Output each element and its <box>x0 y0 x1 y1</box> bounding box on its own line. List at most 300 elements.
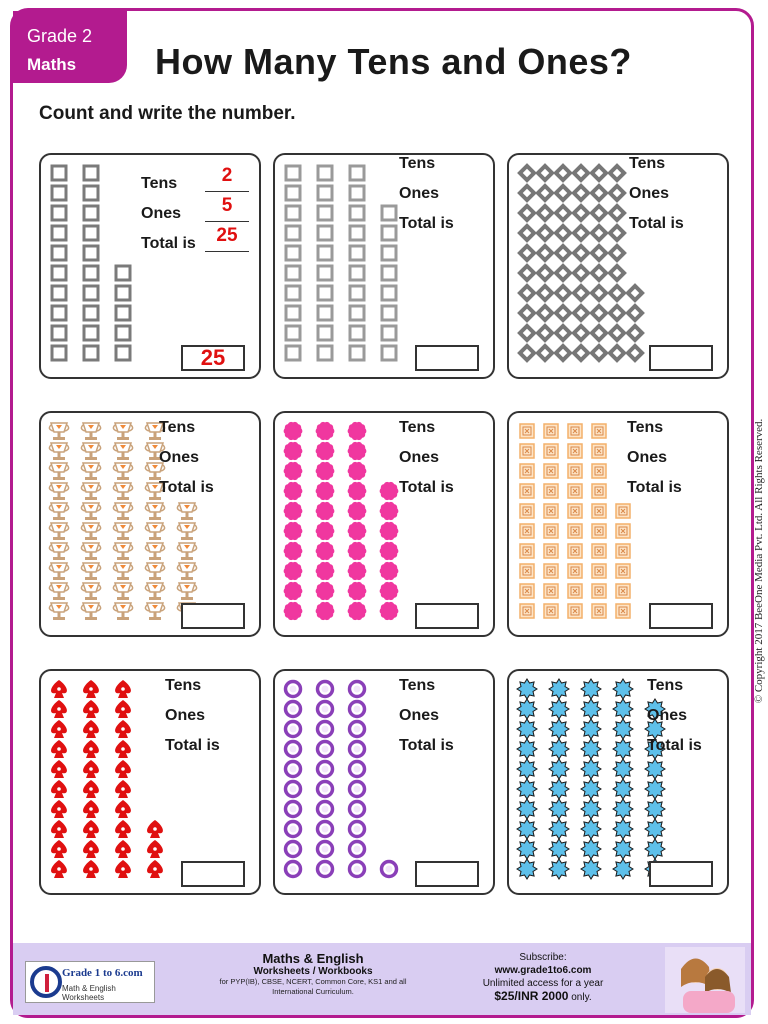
ring-icon <box>350 802 365 817</box>
stamp-square-icon <box>616 564 630 578</box>
star-badge-icon <box>549 839 569 859</box>
label-total: Total is <box>399 215 454 232</box>
flower-icon <box>348 542 367 560</box>
stamp-square-icon <box>616 544 630 558</box>
stamp-square-icon <box>568 464 582 478</box>
diamond-icon <box>589 323 609 343</box>
stamp-square-icon <box>568 544 582 558</box>
flower-icon <box>348 422 367 440</box>
flower-icon <box>284 582 303 600</box>
flower-icon <box>380 482 399 500</box>
instruction-text: Count and write the number. <box>39 103 296 124</box>
square-outline-icon <box>318 186 332 200</box>
trophy-icon <box>49 583 68 600</box>
label-total: Total is <box>399 737 454 754</box>
square-outline-icon <box>116 346 130 360</box>
square-outline-icon <box>52 206 66 220</box>
flower-icon <box>316 582 335 600</box>
star-badge-icon <box>613 759 633 779</box>
stamp-square-icon <box>520 484 534 498</box>
spade-icon <box>83 820 99 838</box>
diamond-icon <box>589 243 609 263</box>
square-outline-icon <box>286 326 300 340</box>
diamond-icon <box>517 203 537 223</box>
flower-icon <box>380 582 399 600</box>
subscribe-site-link[interactable]: www.grade1to6.com <box>494 965 592 976</box>
stamp-square-icon <box>592 604 606 618</box>
diamond-icon <box>535 263 555 283</box>
flower-icon <box>380 602 399 620</box>
spade-icon <box>115 800 131 818</box>
flower-icon <box>284 482 303 500</box>
spade-icon <box>147 820 163 838</box>
diamond-icon <box>535 323 555 343</box>
ring-icon <box>318 762 333 777</box>
stamp-square-icon <box>592 444 606 458</box>
square-outline-icon <box>84 166 98 180</box>
counting-card <box>39 153 261 379</box>
total-answer-box[interactable] <box>415 345 479 371</box>
trophy-icon <box>177 563 196 580</box>
trophy-icon <box>113 543 132 560</box>
diamond-icon <box>589 223 609 243</box>
grade-tab <box>13 11 127 83</box>
label-total: Total is <box>627 479 682 496</box>
stamp-square-icon <box>592 484 606 498</box>
stamp-square-icon <box>616 604 630 618</box>
counting-card <box>507 411 729 637</box>
star-badge-icon <box>613 819 633 839</box>
square-outline-icon <box>84 326 98 340</box>
spade-icon <box>51 680 67 698</box>
footer-curricula: for PYP(IB), CBSE, NCERT, Common Core, KS1 and all International Curriculum. <box>219 977 407 996</box>
diamond-icon <box>607 163 627 183</box>
stamp-square-icon <box>568 444 582 458</box>
subscribe-access: Unlimited access for a year <box>482 978 604 989</box>
square-outline-icon <box>318 306 332 320</box>
stamp-square-icon <box>544 464 558 478</box>
flower-icon <box>284 442 303 460</box>
square-outline-icon <box>84 266 98 280</box>
label-tens: Tens <box>141 175 178 192</box>
diamond-icon <box>535 343 555 363</box>
star-badge-icon <box>517 679 537 699</box>
ring-icon <box>350 762 365 777</box>
flower-icon <box>380 562 399 580</box>
label-tens: Tens <box>399 419 436 436</box>
spade-icon <box>115 860 131 878</box>
square-outline-icon <box>318 206 332 220</box>
stamp-square-icon <box>592 424 606 438</box>
star-badge-icon <box>613 859 633 879</box>
square-outline-icon <box>286 306 300 320</box>
diamond-icon <box>553 223 573 243</box>
diamond-icon <box>535 223 555 243</box>
square-outline-icon <box>318 166 332 180</box>
square-outline-icon <box>382 326 396 340</box>
square-outline-icon <box>350 186 364 200</box>
diamond-icon <box>553 263 573 283</box>
trophy-icon <box>49 443 68 460</box>
square-outline-icon <box>84 226 98 240</box>
diamond-icon <box>571 183 591 203</box>
spade-icon <box>115 680 131 698</box>
star-badge-icon <box>517 779 537 799</box>
star-badge-icon <box>581 759 601 779</box>
diamond-icon <box>535 183 555 203</box>
star-badge-icon <box>517 839 537 859</box>
diamond-icon <box>589 303 609 323</box>
square-outline-icon <box>318 226 332 240</box>
diamond-icon <box>607 223 627 243</box>
trophy-icon <box>113 563 132 580</box>
counting-card <box>39 669 261 895</box>
square-outline-icon <box>318 346 332 360</box>
answer-total: 25 <box>216 225 238 246</box>
spade-icon <box>115 820 131 838</box>
spade-icon <box>51 740 67 758</box>
star-badge-icon <box>581 859 601 879</box>
diamond-icon <box>535 303 555 323</box>
flower-icon <box>284 422 303 440</box>
star-badge-icon <box>549 799 569 819</box>
diamond-icon <box>571 203 591 223</box>
square-outline-icon <box>286 266 300 280</box>
stamp-square-icon <box>544 484 558 498</box>
stamp-square-icon <box>520 584 534 598</box>
spade-icon <box>115 780 131 798</box>
footer-heading: Maths & English <box>262 951 364 966</box>
counting-card <box>273 411 495 637</box>
square-outline-icon <box>116 286 130 300</box>
flower-icon <box>348 562 367 580</box>
stamp-square-icon <box>520 464 534 478</box>
ring-icon <box>318 842 333 857</box>
spade-icon <box>83 720 99 738</box>
ring-icon <box>286 762 301 777</box>
trophy-icon <box>49 543 68 560</box>
star-badge-icon <box>581 779 601 799</box>
trophy-icon <box>49 423 68 440</box>
trophy-icon <box>113 583 132 600</box>
diamond-icon <box>625 343 645 363</box>
star-badge-icon <box>517 699 537 719</box>
subscribe-price: $25/INR 2000 <box>494 989 569 1003</box>
star-badge-icon <box>581 739 601 759</box>
diamond-icon <box>571 303 591 323</box>
ring-icon <box>350 842 365 857</box>
diamond-icon <box>553 343 573 363</box>
square-outline-icon <box>84 186 98 200</box>
label-ones: Ones <box>141 205 182 222</box>
label-tens: Tens <box>399 155 436 172</box>
spade-icon <box>51 800 67 818</box>
star-badge-icon <box>581 819 601 839</box>
diamond-icon <box>535 283 555 303</box>
flower-icon <box>316 462 335 480</box>
ring-icon <box>318 822 333 837</box>
square-outline-icon <box>52 266 66 280</box>
logo-icon <box>30 966 62 998</box>
star-badge-icon <box>517 819 537 839</box>
flower-icon <box>284 542 303 560</box>
footer-banner <box>13 943 751 1015</box>
label-total: Total is <box>165 737 220 754</box>
stamp-square-icon <box>520 504 534 518</box>
counting-card <box>273 153 495 379</box>
trophy-icon <box>49 463 68 480</box>
spade-icon <box>83 860 99 878</box>
diamond-icon <box>517 323 537 343</box>
ring-icon <box>286 722 301 737</box>
square-outline-icon <box>350 226 364 240</box>
worksheet-sheet <box>10 8 765 1018</box>
diamond-icon <box>517 163 537 183</box>
star-badge-icon <box>581 679 601 699</box>
square-outline-icon <box>318 266 332 280</box>
trophy-icon <box>177 523 196 540</box>
label-total: Total is <box>647 737 702 754</box>
stamp-square-icon <box>544 604 558 618</box>
square-outline-icon <box>84 206 98 220</box>
brand-logo[interactable] <box>25 961 155 1003</box>
diamond-icon <box>553 183 573 203</box>
trophy-icon <box>49 563 68 580</box>
diamond-icon <box>625 303 645 323</box>
star-badge-icon <box>645 759 665 779</box>
star-badge-icon <box>645 779 665 799</box>
answer-ones: 5 <box>221 195 233 216</box>
star-badge-icon <box>581 839 601 859</box>
stamp-square-icon <box>520 444 534 458</box>
star-badge-icon <box>613 719 633 739</box>
square-outline-icon <box>350 166 364 180</box>
diamond-icon <box>607 323 627 343</box>
stamp-square-icon <box>544 584 558 598</box>
stamp-square-icon <box>616 504 630 518</box>
diamond-icon <box>625 323 645 343</box>
stamp-square-icon <box>616 524 630 538</box>
stamp-square-icon <box>568 424 582 438</box>
footer-subscribe <box>443 951 643 1004</box>
star-badge-icon <box>549 679 569 699</box>
trophy-icon <box>145 563 164 580</box>
ring-icon <box>350 682 365 697</box>
square-outline-icon <box>52 166 66 180</box>
star-badge-icon <box>517 719 537 739</box>
ring-icon <box>286 862 301 877</box>
star-badge-icon <box>645 819 665 839</box>
flower-icon <box>348 442 367 460</box>
ring-icon <box>286 802 301 817</box>
subscribe-price-suffix: only. <box>571 992 592 1003</box>
flower-icon <box>284 502 303 520</box>
star-badge-icon <box>549 699 569 719</box>
total-answer-box[interactable] <box>649 861 713 887</box>
ring-icon <box>350 862 365 877</box>
total-answer-box[interactable] <box>415 861 479 887</box>
label-tens: Tens <box>165 677 202 694</box>
label-tens: Tens <box>629 155 666 172</box>
flower-icon <box>380 502 399 520</box>
diamond-icon <box>571 283 591 303</box>
ring-icon <box>318 722 333 737</box>
square-outline-icon <box>52 346 66 360</box>
trophy-icon <box>81 563 100 580</box>
trophy-icon <box>177 583 196 600</box>
flower-icon <box>316 602 335 620</box>
square-outline-icon <box>116 306 130 320</box>
ring-icon <box>286 742 301 757</box>
star-badge-icon <box>517 739 537 759</box>
trophy-icon <box>49 603 68 620</box>
flower-icon <box>348 602 367 620</box>
trophy-icon <box>81 603 100 620</box>
spade-icon <box>83 700 99 718</box>
square-outline-icon <box>350 286 364 300</box>
star-badge-icon <box>517 799 537 819</box>
total-answer-box[interactable] <box>415 603 479 629</box>
flower-icon <box>284 562 303 580</box>
page-title: How Many Tens and Ones? <box>155 41 632 82</box>
flower-icon <box>316 562 335 580</box>
square-outline-icon <box>350 326 364 340</box>
star-badge-icon <box>581 719 601 739</box>
answer-line-total <box>205 251 249 252</box>
square-outline-icon <box>52 286 66 300</box>
ring-icon <box>350 782 365 797</box>
flower-icon <box>348 462 367 480</box>
stamp-square-icon <box>568 584 582 598</box>
diamond-icon <box>517 303 537 323</box>
diamond-icon <box>517 343 537 363</box>
stamp-square-icon <box>544 564 558 578</box>
trophy-icon <box>113 503 132 520</box>
spade-icon <box>83 780 99 798</box>
stamp-square-icon <box>544 524 558 538</box>
diamond-icon <box>571 163 591 183</box>
flower-icon <box>316 542 335 560</box>
diamond-icon <box>607 183 627 203</box>
label-tens: Tens <box>159 419 196 436</box>
square-outline-icon <box>318 246 332 260</box>
trophy-icon <box>81 503 100 520</box>
stamp-square-icon <box>520 544 534 558</box>
flower-icon <box>348 582 367 600</box>
stamp-square-icon <box>592 584 606 598</box>
trophy-icon <box>49 483 68 500</box>
logo-title: Grade 1 to 6.com <box>62 967 143 979</box>
trophy-icon <box>49 503 68 520</box>
trophy-icon <box>49 523 68 540</box>
star-badge-icon <box>581 699 601 719</box>
ring-icon <box>286 822 301 837</box>
label-tens: Tens <box>627 419 664 436</box>
trophy-icon <box>81 443 100 460</box>
square-outline-icon <box>52 186 66 200</box>
label-total: Total is <box>159 479 214 496</box>
square-outline-icon <box>286 206 300 220</box>
logo-subtitle: Math & English Worksheets <box>62 984 116 1002</box>
ring-icon <box>286 702 301 717</box>
label-ones: Ones <box>399 707 440 724</box>
star-badge-icon <box>549 859 569 879</box>
total-answer-box[interactable] <box>181 603 245 629</box>
diamond-icon <box>589 263 609 283</box>
total-answer-box[interactable] <box>649 603 713 629</box>
trophy-icon <box>145 603 164 620</box>
flower-icon <box>316 502 335 520</box>
trophy-icon <box>113 443 132 460</box>
trophy-icon <box>177 503 196 520</box>
star-badge-icon <box>549 739 569 759</box>
star-badge-icon <box>613 699 633 719</box>
spade-icon <box>51 780 67 798</box>
label-ones: Ones <box>399 185 440 202</box>
stamp-square-icon <box>592 504 606 518</box>
spade-icon <box>51 820 67 838</box>
square-outline-icon <box>350 246 364 260</box>
square-outline-icon <box>286 346 300 360</box>
star-badge-icon <box>517 759 537 779</box>
label-ones: Ones <box>159 449 200 466</box>
stamp-square-icon <box>544 504 558 518</box>
stamp-square-icon <box>520 524 534 538</box>
trophy-icon <box>113 463 132 480</box>
star-badge-icon <box>549 759 569 779</box>
square-outline-icon <box>382 246 396 260</box>
diamond-icon <box>571 343 591 363</box>
flower-icon <box>380 522 399 540</box>
square-outline-icon <box>350 206 364 220</box>
answer-line-tens <box>205 191 249 192</box>
total-answer-box[interactable]: 25 <box>181 345 245 371</box>
stamp-square-icon <box>568 504 582 518</box>
diamond-icon <box>607 283 627 303</box>
spade-icon <box>83 740 99 758</box>
diamond-icon <box>553 243 573 263</box>
stamp-square-icon <box>568 484 582 498</box>
trophy-icon <box>113 423 132 440</box>
flower-icon <box>316 482 335 500</box>
stamp-square-icon <box>592 564 606 578</box>
ring-icon <box>318 862 333 877</box>
ring-icon <box>318 682 333 697</box>
diamond-icon <box>589 183 609 203</box>
diamond-icon <box>535 203 555 223</box>
star-badge-icon <box>517 859 537 879</box>
stamp-square-icon <box>520 604 534 618</box>
diamond-icon <box>553 303 573 323</box>
square-outline-icon <box>286 186 300 200</box>
stamp-square-icon <box>520 564 534 578</box>
total-answer-box[interactable] <box>649 345 713 371</box>
subscribe-label: Subscribe: <box>519 952 567 963</box>
label-total: Total is <box>399 479 454 496</box>
diamond-icon <box>607 343 627 363</box>
stamp-square-icon <box>568 604 582 618</box>
flower-icon <box>348 522 367 540</box>
diamond-icon <box>535 163 555 183</box>
flower-icon <box>284 522 303 540</box>
trophy-icon <box>81 583 100 600</box>
square-outline-icon <box>350 266 364 280</box>
diamond-icon <box>607 243 627 263</box>
ring-icon <box>286 842 301 857</box>
stamp-square-icon <box>616 584 630 598</box>
total-answer-box[interactable] <box>181 861 245 887</box>
stamp-square-icon <box>568 564 582 578</box>
